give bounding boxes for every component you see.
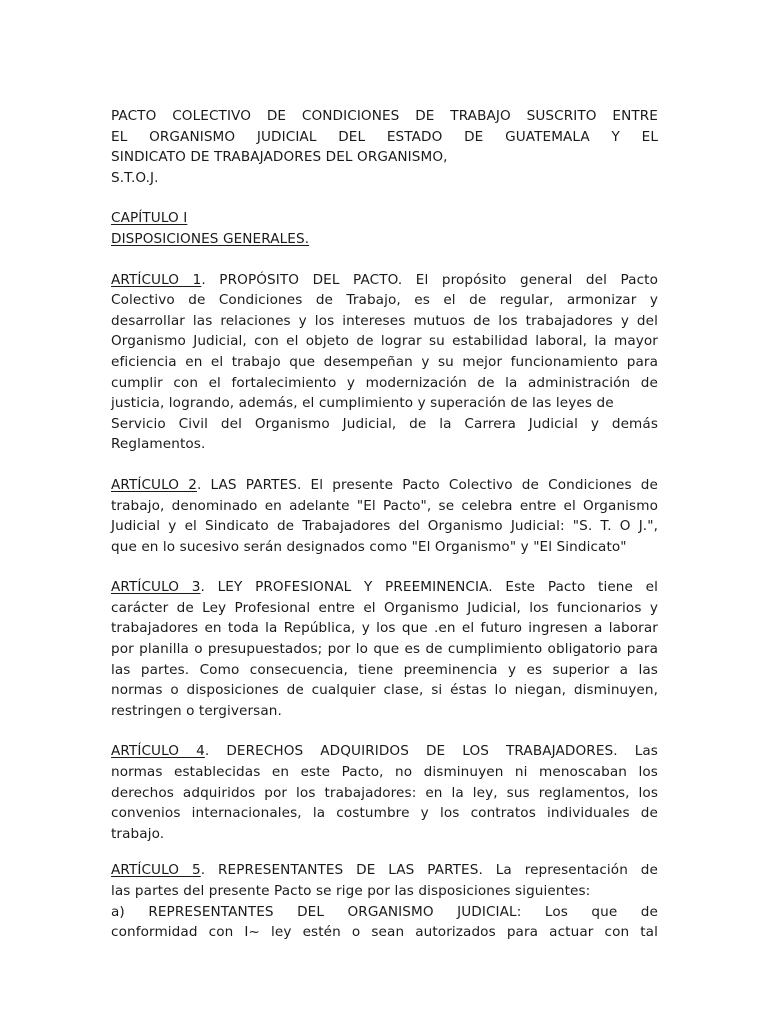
article-1-line: justicia, logrando, además, el cumplimiento y superación de las leyes de bbox=[111, 395, 614, 412]
article-5-line: las partes del presente Pacto se rige por las disposiciones siguientes: bbox=[111, 883, 591, 899]
article-4-line: normas establecidas en este Pacto, no disminuyen ni menoscaban los bbox=[111, 764, 658, 781]
article-1-line: Organismo Judicial, con el objeto de lograr su estabilidad laboral, la mayor bbox=[111, 333, 658, 350]
article-1-line: Reglamentos. bbox=[111, 436, 206, 453]
chapter-heading-block bbox=[111, 208, 658, 249]
article-4-line: . DERECHOS ADQUIRIDOS DE LOS TRABAJADORES. Las bbox=[204, 743, 658, 760]
article-3-line: por planilla o presupuestados; por lo que es de cumplimiento obligatorio para bbox=[111, 641, 658, 658]
article-3-line: las partes. Como consecuencia, tiene preeminencia y es superior a las bbox=[111, 661, 658, 678]
article-2-line: . LAS PARTES. El presente Pacto Colectivo de Condiciones de bbox=[196, 476, 658, 493]
article-5-line: conformidad con I~ ley estén o sean autorizados para actuar con tal bbox=[111, 924, 658, 941]
article-3-line: . LEY PROFESIONAL Y PREEMINENCIA. Este Pacto tiene el bbox=[200, 579, 658, 596]
article-5-line: . REPRESENTANTES DE LAS PARTES. La representación de bbox=[200, 862, 658, 879]
article-1-line: cumplir con el fortalecimiento y modernización de la administración de bbox=[111, 374, 658, 391]
article-2-line: trabajo, denominado en adelante "El Pacto", se celebra entre el Organismo bbox=[111, 497, 658, 514]
article-1-line: eficiencia en el trabajo que desempeñan y su mejor funcionamiento para bbox=[111, 353, 658, 370]
article-4-line: derechos adquiridos por los trabajadores: en la ley, sus reglamentos, los bbox=[111, 784, 658, 801]
article-2 bbox=[111, 475, 658, 557]
title-line-3: SINDICATO DE TRABAJADORES DEL ORGANISMO, bbox=[111, 149, 448, 166]
article-2-line: Judicial y el Sindicato de Trabajadores del Organismo Judicial: "S. T. O J.", bbox=[111, 518, 658, 535]
title-line-1: PACTO COLECTIVO DE CONDICIONES DE TRABAJO SUSCRITO ENTRE bbox=[111, 108, 658, 124]
article-1 bbox=[111, 270, 658, 455]
article-4-line: trabajo. bbox=[111, 825, 165, 842]
article-4-label: ARTÍCULO 4 bbox=[111, 743, 205, 760]
article-1-label: ARTÍCULO 1 bbox=[111, 271, 202, 288]
article-5-line: a) REPRESENTANTES DEL ORGANISMO JUDICIAL: Los que de bbox=[111, 903, 658, 920]
article-3-label: ARTÍCULO 3 bbox=[111, 579, 201, 596]
article-3 bbox=[111, 577, 658, 721]
article-5-label: ARTÍCULO 5 bbox=[111, 862, 201, 879]
title-line-4: S.T.O.J. bbox=[111, 169, 159, 186]
article-3-line: carácter de Ley Profesional entre el Organismo Judicial, los funcionarios y bbox=[111, 599, 658, 616]
article-1-line: desarrollar las relaciones y los intereses mutuos de los trabajadores y del bbox=[111, 312, 658, 329]
document-title bbox=[111, 106, 658, 188]
article-3-line: normas o disposiciones de cualquier clase, si éstas lo niegan, disminuyen, bbox=[111, 682, 658, 699]
article-1-line: . PROPÓSITO DEL PACTO. El propósito general del Pacto bbox=[201, 271, 658, 288]
article-2-label: ARTÍCULO 2 bbox=[111, 476, 197, 493]
article-4-line: convenios internacionales, la costumbre y los contratos individuales de bbox=[111, 805, 658, 822]
article-4 bbox=[111, 741, 658, 844]
article-3-line: trabajadores en toda la República, y los que .en el futuro ingresen a laborar bbox=[111, 620, 658, 637]
article-3-line: restringen o tergiversan. bbox=[111, 702, 282, 719]
chapter-subheading: DISPOSICIONES GENERALES. bbox=[111, 230, 310, 247]
title-line-2: EL ORGANISMO JUDICIAL DEL ESTADO DE GUATEMALA Y EL bbox=[111, 128, 658, 145]
article-1-line: Servicio Civil del Organismo Judicial, de la Carrera Judicial y demás bbox=[111, 415, 658, 432]
article-5 bbox=[111, 860, 658, 942]
article-2-line: que en lo sucesivo serán designados como "El Organismo" y "El Sindicato" bbox=[111, 538, 627, 555]
chapter-heading: CAPÍTULO I bbox=[111, 210, 188, 227]
article-1-line: Colectivo de Condiciones de Trabajo, es el de regular, armonizar y bbox=[111, 292, 658, 309]
